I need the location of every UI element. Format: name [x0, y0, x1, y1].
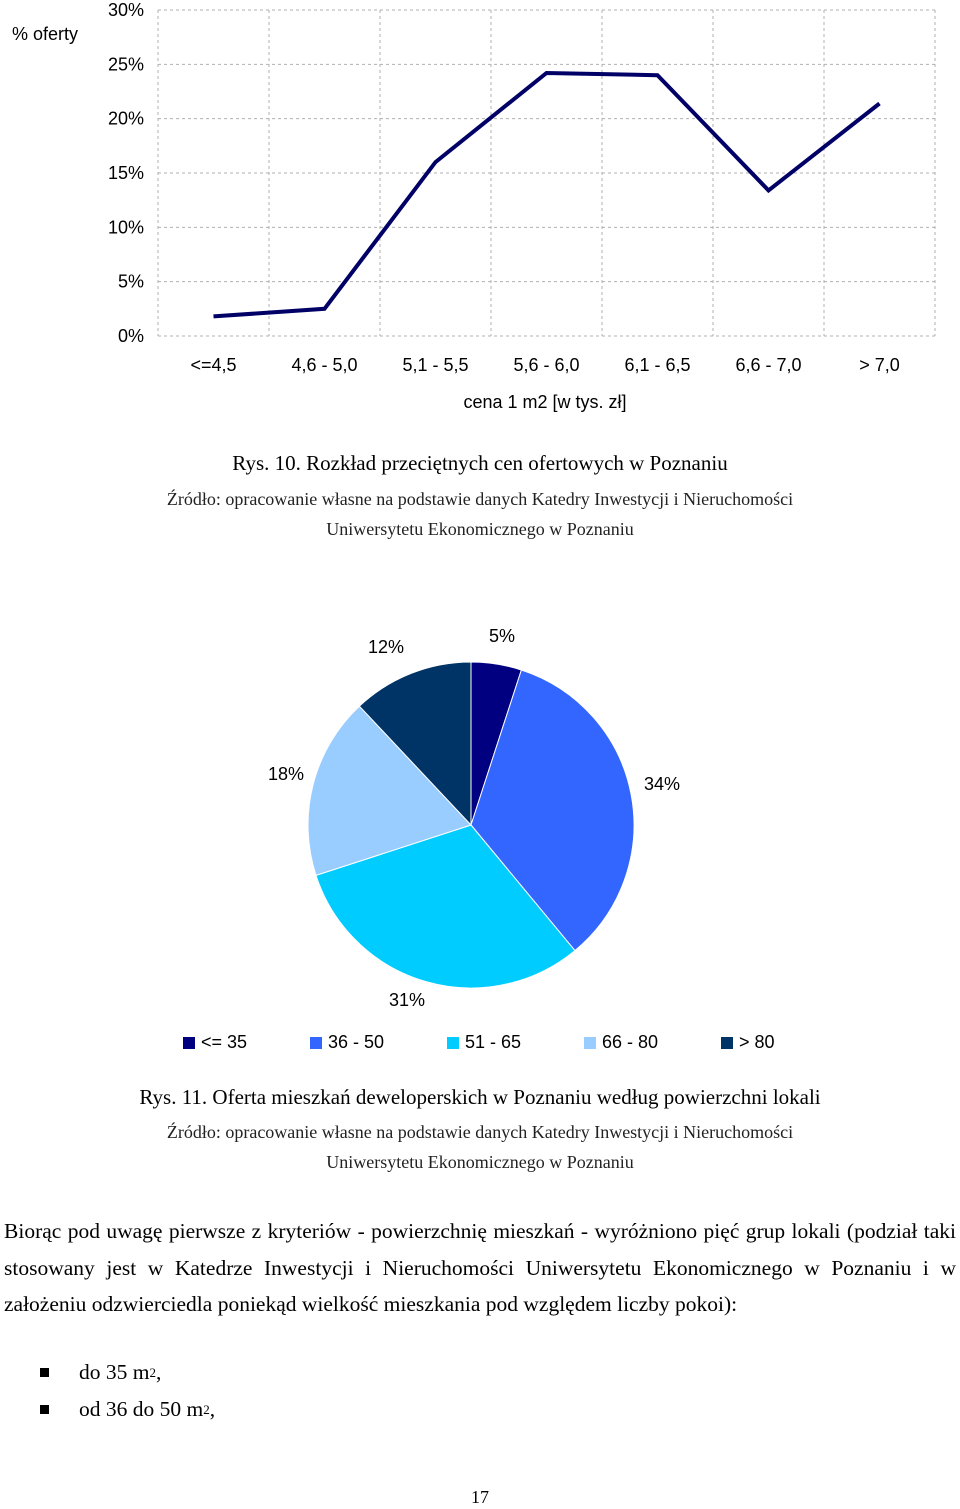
y-tick-labels [108, 0, 144, 346]
y-tick-label: 30% [107, 0, 144, 20]
legend-swatch [183, 1037, 195, 1049]
legend-label: 66 - 80 [602, 1032, 659, 1052]
bullet-superscript: 2 [149, 1364, 156, 1380]
legend-swatch [721, 1037, 733, 1049]
x-tick-label: 6,6 - 7,0 [735, 355, 802, 375]
series-line [214, 73, 880, 316]
legend-label: <= 35 [201, 1032, 248, 1052]
x-axis-label: cena 1 m2 [w tys. zł] [463, 392, 627, 412]
legend-item-66-80 [584, 1032, 658, 1053]
body-paragraph: Biorąc pod uwagę pierwsze z kryteriów - powierzchnię mieszkań - wyróżniono pięć grup lokali (podział taki stosowany jest w Katedrze Inwestycji i Nieruchomości Uniwersytetu Ekonomicznego w Poznaniu i w założeniu odzwierciedla poniekąd wielkość mieszkania pod względem liczby pokoi): [4, 1219, 956, 1316]
pie-chart [0, 610, 960, 1030]
y-axis-label: % oferty [12, 24, 79, 44]
figure-10-source-line-2: Uniwersytetu Ekonomicznego w Poznaniu [326, 519, 634, 539]
x-tick-label: > 7,0 [859, 355, 900, 375]
bullet-tail: , [155, 1360, 162, 1384]
legend-swatch [584, 1037, 596, 1049]
bullet-item [40, 1360, 161, 1385]
legend-swatch [310, 1037, 322, 1049]
figure-10-source-line-1: Źródło: opracowanie własne na podstawie danych Katedry Inwestycji i Nieruchomości [166, 489, 794, 509]
legend-item-51-65 [447, 1032, 521, 1053]
legend-swatch [447, 1037, 459, 1049]
figure-11-source-line-2: Uniwersytetu Ekonomicznego w Poznaniu [326, 1152, 634, 1172]
x-tick-label: 4,6 - 5,0 [291, 355, 358, 375]
figure-10-title: Rys. 10. Rozkład przeciętnych cen ofertowych w Poznaniu [232, 451, 728, 475]
legend-item-gt80 [721, 1032, 775, 1053]
legend-item-le35 [183, 1032, 247, 1053]
square-bullet-icon [40, 1368, 49, 1377]
bullet-tail: , [209, 1397, 216, 1421]
chart-gridlines [158, 10, 935, 336]
pie-value-label: 31% [388, 990, 426, 1010]
legend-label: 36 - 50 [328, 1032, 385, 1052]
bullet-superscript: 2 [203, 1401, 210, 1417]
y-tick-label: 5% [117, 271, 144, 292]
legend-label: > 80 [739, 1032, 775, 1052]
pie-value-label: 12% [367, 637, 405, 657]
y-tick-label: 25% [107, 54, 144, 75]
x-tick-label: 5,1 - 5,5 [402, 355, 469, 375]
pie-legend [0, 1032, 960, 1056]
x-tick-labels [190, 355, 899, 375]
page-number: 17 [471, 1487, 489, 1507]
square-bullet-icon [40, 1405, 49, 1414]
pie-slices [308, 662, 634, 988]
x-tick-label: 6,1 - 6,5 [624, 355, 691, 375]
y-tick-label: 10% [107, 217, 144, 238]
legend-item-36-50 [310, 1032, 384, 1053]
x-tick-label: 5,6 - 6,0 [513, 355, 580, 375]
figure-11-source-line-1: Źródło: opracowanie własne na podstawie danych Katedry Inwestycji i Nieruchomości [166, 1122, 794, 1142]
bullet-text: do 35 m [79, 1360, 150, 1384]
pie-value-label: 18% [267, 764, 305, 784]
x-tick-label: <=4,5 [190, 355, 237, 375]
pie-value-label: 5% [488, 626, 516, 646]
y-tick-label: 15% [107, 163, 144, 183]
y-tick-label: 20% [107, 108, 144, 129]
y-tick-label: 0% [117, 326, 144, 346]
figure-11-title: Rys. 11. Oferta mieszkań deweloperskich w Poznaniu według powierzchni lokali [139, 1085, 821, 1109]
bullet-item [40, 1397, 215, 1422]
bullet-text: od 36 do 50 m [79, 1397, 204, 1421]
legend-label: 51 - 65 [465, 1032, 522, 1052]
pie-value-label: 34% [643, 774, 681, 794]
line-chart [0, 0, 960, 420]
